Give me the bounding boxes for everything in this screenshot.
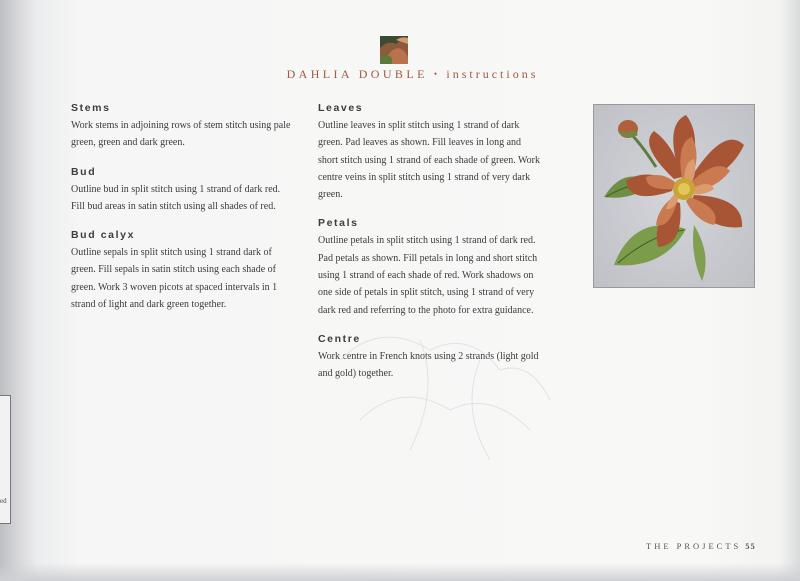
section-heading: Bud calyx bbox=[71, 229, 136, 242]
section-body: Outline leaves in split stitch using 1 strand of dark green. Pad leaves as shown. Fill leaves in long and short stitch using 1 strand of each shade of green. Work centre veins in split stitch using 1 strand of very dark green. bbox=[318, 120, 541, 201]
subtitle-text: instructions bbox=[446, 67, 539, 81]
title-text: DAHLIA DOUBLE bbox=[286, 67, 428, 81]
dahlia-thumbnail bbox=[380, 36, 408, 64]
section-body: Work stems in adjoining rows of stem stitch using pale green, green and dark green. bbox=[71, 120, 291, 149]
section-body: Outline petals in split stitch using 1 strand of dark red. Pad petals as shown. Fill petals in long and short stitch using 1 strand of each shade of red. Work shadows on one side of petals in split stitch, using 1 strand of very dark red and referring to the photo for extra guidance. bbox=[318, 235, 538, 316]
left-column bbox=[71, 102, 296, 327]
section-body: Outline bud in split stitch using 1 strand of dark red. Fill bud areas in satin stitch using all shades of red. bbox=[71, 183, 281, 212]
section-body: Outline sepals in split stitch using 1 strand dark of green. Fill sepals in satin stitch using each shade of green. Work 3 woven picots at spaced intervals in 1 strand of light and dark green together. bbox=[71, 247, 278, 311]
previous-page-text-fragment: ed bbox=[0, 497, 7, 505]
section-bud-calyx bbox=[71, 229, 296, 313]
title-separator: • bbox=[433, 69, 441, 79]
page-footer bbox=[646, 541, 756, 551]
faint-outline-drawing bbox=[300, 300, 600, 500]
section-bud bbox=[71, 166, 296, 216]
section-heading: Bud bbox=[71, 165, 97, 178]
section-leaves bbox=[318, 102, 543, 203]
section-heading: Petals bbox=[318, 217, 359, 230]
section-heading: Leaves bbox=[318, 102, 364, 114]
section-body: Work centre in French knots using 2 strands (light gold and gold) together. bbox=[318, 350, 539, 380]
section-heading: Centre bbox=[318, 332, 361, 345]
section-heading: Stems bbox=[71, 102, 111, 114]
dahlia-embroidery-photo bbox=[593, 104, 755, 288]
section-stems bbox=[71, 102, 296, 152]
page-number: 55 bbox=[745, 541, 756, 551]
page-title bbox=[200, 67, 625, 82]
page-bottom-shadow bbox=[0, 563, 800, 581]
footer-section-label: THE PROJECTS bbox=[646, 541, 742, 551]
